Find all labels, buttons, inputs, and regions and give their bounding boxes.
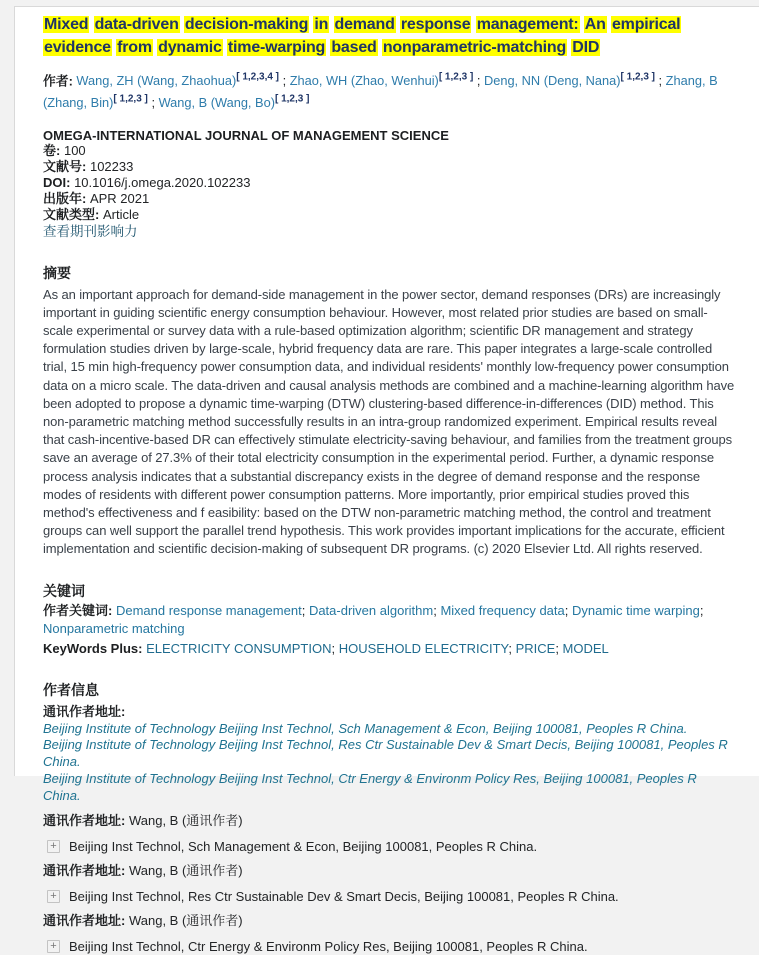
abstract-text: As an important approach for demand-side management in the power sector, demand responses (DRs) are increasingly important in guiding scientific energy consumption behaviour. However, most related prior studies are based on small-scale experimental or survey data with a rule-based optimization algorithm; scientific DR management and strategy formulation studies driven by large-scale, hybrid frequency data are rare. This paper integrates a large-scale controlled trial, 15 min high-frequency power consumption data, and individual residents' monthly low-frequency power consumption data on a micro scale. The data-driven and causal analysis methods are combined and a machine-learning algorithm have been adopted to propose a dynamic time-warping (DTW) clustering-based difference-in-differences (DID) method. This non-parametric matching method successfully results in an intra-group randomized experiment. Empirical results reveal that cash-incentive-based DR can effectively stimulate electricity-saving behaviour, and families from the treatment groups save an average of 27.3% of their total electricity consumption in the experimental period. Further, a dynamic response process analysis indicates that a substantial discrepancy exists in the degree of demand response and the response modes of residents with different power consumption patterns. More importantly, prior empirical studies proved this method's effectiveness and f easibility: based on the DTW non-parametric matching method, the control and treatment groups can well support the parallel trend hypothesis. This work provides important implications for the accurate, efficient implementation and scientific decision-making of subsequent DR programs. (c) 2020 Elsevier Ltd. All rights reserved. [43,286,735,557]
title-highlighted-word: Mixed [44,16,89,33]
author-keyword-link[interactable]: Nonparametric matching [43,620,185,636]
abstract-heading: 摘要 [43,264,71,281]
keyword-plus-link[interactable]: MODEL [562,640,609,656]
journal-meta-row [43,175,737,191]
reprint-org-address: Beijing Inst Technol, Sch Management & Econ, Beijing 100081, Peoples R China. [69,838,538,854]
meta-label: 文献类型: [43,206,100,222]
meta-value: 102233 [89,158,134,174]
journal-name: OMEGA-INTERNATIONAL JOURNAL OF MANAGEMENT SCIENCE [43,127,449,143]
keywords-heading: 关键词 [43,582,85,599]
reprint-author-value: Wang, B (通讯作者) [128,862,243,878]
title-highlighted-word: nonparametric-matching [382,39,567,56]
author-link[interactable]: Zhang, B (Zhang, Bin) [43,73,718,110]
author-keyword-link[interactable]: Mixed frequency data [440,602,565,618]
title-highlighted-word: based [331,39,377,56]
reprint-org-address: Beijing Inst Technol, Ctr Energy & Environm Policy Res, Beijing 100081, Peoples R China. [69,938,588,954]
keyword-plus-link[interactable]: PRICE [515,640,556,656]
author-info-heading: 作者信息 [43,681,99,698]
title-highlighted-word: dynamic [158,39,222,56]
keywords-plus-label: KeyWords Plus: [43,640,143,656]
author-affiliation-superscript: [ 1,2,3 ] [274,93,310,105]
meta-label: DOI: [43,174,71,190]
reprint-author-value: Wang, B (通讯作者) [128,912,243,928]
author-keywords-list: Demand response management; Data-driven algorithm; Mixed frequency data; Dynamic time warping; Nonparametric matching [43,602,704,636]
title-highlighted-word: in [314,16,329,33]
keywords-plus-list: ELECTRICITY CONSUMPTION; HOUSEHOLD ELECTRICITY; PRICE; MODEL [146,640,609,656]
author-keyword-link[interactable]: Demand response management [115,602,302,618]
title-highlighted-word: DID [572,39,600,56]
title-highlighted-word: empirical [611,16,681,33]
reprint-org-address: Beijing Inst Technol, Res Ctr Sustainable Dev & Smart Decis, Beijing 100081, Peoples R China. [69,888,619,904]
meta-value: APR 2021 [89,190,150,206]
reprint-address-label: 通讯作者地址: [43,703,126,719]
title-highlighted-word: from [117,39,152,56]
author-link[interactable]: Zhao, WH (Zhao, Wenhui) [289,73,439,89]
reprint-author-value: Wang, B (通讯作者) [128,812,243,828]
title-highlighted-word: An [584,16,606,33]
reprint-address-label: 通讯作者地址: [43,812,126,828]
author-affiliation-superscript: [ 1,2,3,4 ] [236,72,280,83]
author-keywords-line [43,602,737,638]
title-highlighted-word: evidence [44,39,111,56]
org-address-row [43,771,737,805]
meta-value: Article [102,206,140,222]
title-highlighted-word: decision-making [184,16,309,33]
org-address-link[interactable]: Beijing Institute of Technology Beijing Inst Technol, Ctr Energy & Environm Policy Res, Beijing 100081, Peoples R China. [43,770,697,803]
authors-list: Wang, ZH (Wang, Zhaohua)[ 1,2,3,4 ] ; Zhao, WH (Zhao, Wenhui)[ 1,2,3 ] ; Deng, NN (Deng, Nana)[ 1,2,3 ] ; Zhang, B (Zhang, Bin)[ 1,2,3 ] ; Wang, B (Wang, Bo)[ 1,2,3 ] [43,72,718,110]
expand-plus-icon[interactable]: + [47,890,60,903]
org-address-link[interactable]: Beijing Institute of Technology Beijing Inst Technol, Res Ctr Sustainable Dev & Smart Decis, Beijing 100081, Peoples R China. [43,737,728,770]
meta-label: 卷: [43,142,61,158]
author-affiliation-superscript: [ 1,2,3 ] [113,93,148,105]
title-highlighted-word: data-driven [94,16,179,33]
author-keyword-link[interactable]: Dynamic time warping [571,602,700,618]
keywords-plus-line [43,640,737,658]
org-address-list [43,721,737,805]
reprint-org-row [47,839,737,855]
keyword-plus-link[interactable]: ELECTRICITY CONSUMPTION [146,640,332,656]
author-affiliation-superscript: [ 1,2,3 ] [438,72,474,83]
meta-value: 10.1016/j.omega.2020.102233 [74,174,251,190]
authors-line [43,69,737,112]
title-highlighted-word: time-warping [227,39,326,56]
title-highlighted-word: demand [334,16,395,33]
reprint-address-label: 通讯作者地址: [43,912,126,928]
journal-meta [43,143,737,223]
author-affiliation-superscript: [ 1,2,3 ] [620,72,655,83]
reprint-author-row [43,812,737,830]
reprint-org-row [47,889,737,905]
org-address-row [43,737,737,771]
title-highlighted-word: management: [476,16,579,33]
author-keyword-link[interactable]: Data-driven algorithm [308,602,434,618]
title-highlighted-word: response [400,16,471,33]
expand-plus-icon[interactable]: + [47,940,60,953]
journal-meta-row [43,191,737,207]
reprint-entries [43,812,737,955]
article-title [43,13,737,59]
org-address-row [43,721,737,738]
record-panel [14,6,759,954]
journal-meta-row [43,143,737,159]
author-link[interactable]: Wang, ZH (Wang, Zhaohua) [76,73,237,89]
org-address-link[interactable]: Beijing Institute of Technology Beijing Inst Technol, Sch Management & Econ, Beijing 100081, Peoples R China. [43,720,688,736]
journal-meta-row [43,207,737,223]
meta-label: 文献号: [43,158,87,174]
author-link[interactable]: Wang, B (Wang, Bo) [158,94,275,110]
reprint-author-row [43,862,737,880]
author-keywords-label: 作者关键词: [43,602,113,618]
keyword-plus-link[interactable]: HOUSEHOLD ELECTRICITY [338,640,509,656]
expand-plus-icon[interactable]: + [47,840,60,853]
reprint-author-row [43,912,737,930]
author-link[interactable]: Deng, NN (Deng, Nana) [483,73,621,89]
journal-impact-link[interactable]: 查看期刊影响力 [43,223,138,239]
journal-meta-row [43,159,737,175]
reprint-org-row [47,939,737,955]
reprint-address-label: 通讯作者地址: [43,862,126,878]
meta-label: 出版年: [43,190,87,206]
authors-label: 作者: [43,73,73,89]
meta-value: 100 [63,142,86,158]
